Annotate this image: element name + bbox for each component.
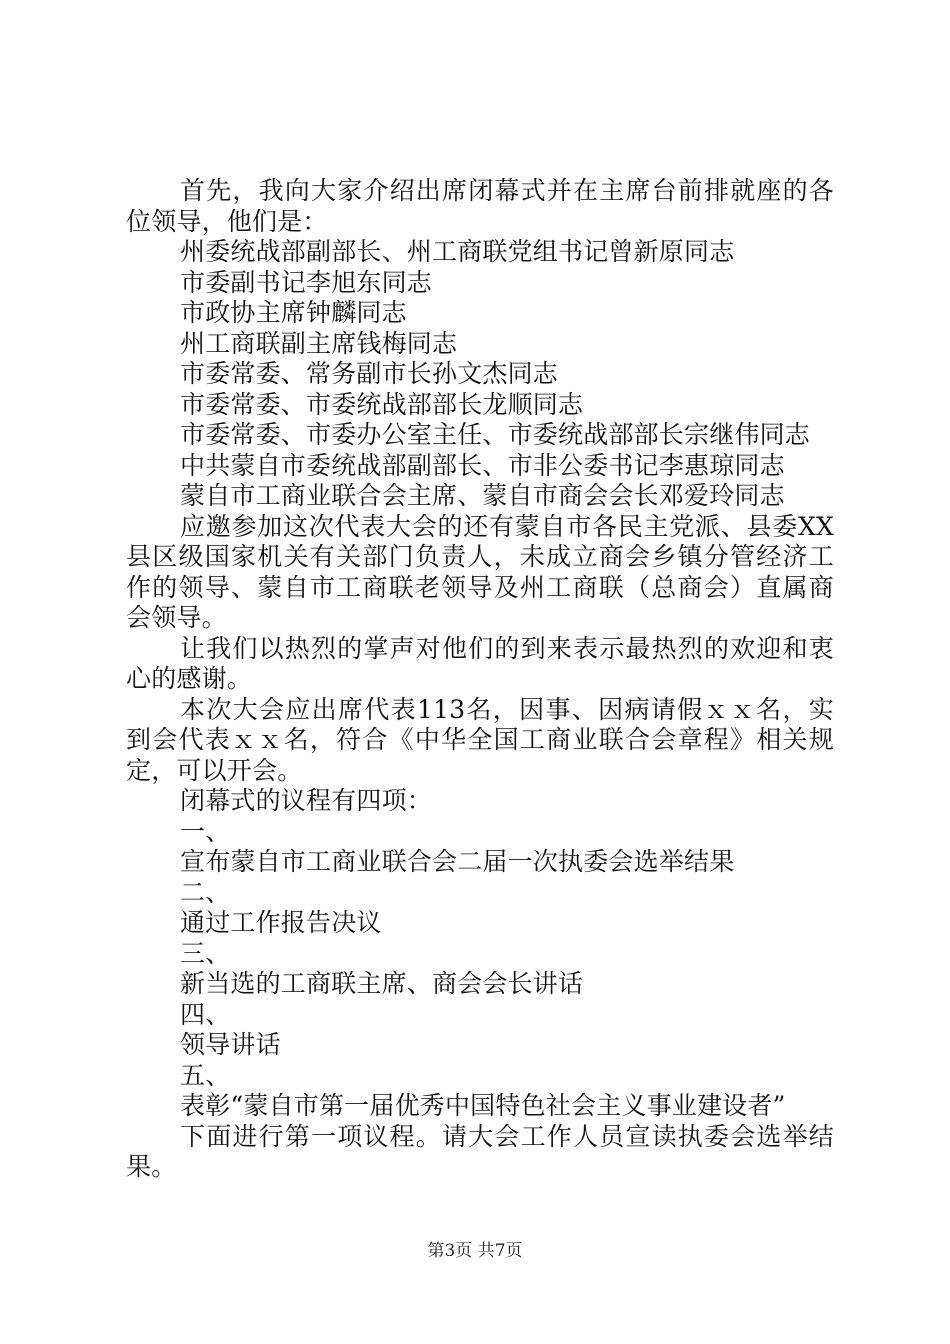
- agenda-number: 三、: [180, 938, 231, 968]
- leader-line: 市委副书记李旭东同志: [180, 267, 433, 297]
- paragraph-line: 本次大会应出席代表113名，因事、因病请假ｘｘ名，实: [180, 694, 834, 724]
- paragraph-line: 位领导，他们是：: [126, 206, 328, 236]
- agenda-item: 表彰“蒙自市第一届优秀中国特色社会主义事业建设者”: [180, 1091, 786, 1120]
- leader-line: 市政协主席钟麟同志: [180, 298, 407, 327]
- agenda-number: 五、: [180, 1060, 231, 1090]
- leader-line: 州委统战部副部长、州工商联党组书记曾新原同志: [180, 237, 735, 266]
- paragraph-line: 首先，我向大家介绍出席闭幕式并在主席台前排就座的各: [180, 176, 834, 205]
- leader-line: 蒙自市工商业联合会主席、蒙自市商会会长邓爱玲同志: [180, 481, 785, 510]
- leader-line: 中共蒙自市委统战部副部长、市非公委书记李惠琼同志: [180, 450, 785, 480]
- leader-line: 市委常委、市委办公室主任、市委统战部部长宗继伟同志: [180, 420, 811, 449]
- paragraph-line: 县区级国家机关有关部门负责人，未成立商会乡镇分管经济工: [126, 542, 834, 571]
- agenda-item: 宣布蒙自市工商业联合会二届一次执委会选举结果: [180, 847, 735, 876]
- agenda-item: 领导讲话: [180, 1030, 281, 1059]
- page-footer: 第3页 共7页: [427, 1241, 523, 1261]
- document-body: [126, 176, 834, 1183]
- paragraph-line: 应邀参加这次代表大会的还有蒙自市各民主党派、县委XX: [180, 511, 834, 541]
- agenda-item: 新当选的工商联主席、商会会长讲话: [180, 969, 584, 998]
- agenda-number: 四、: [180, 999, 231, 1029]
- paragraph-line: 让我们以热烈的掌声对他们的到来表示最热烈的欢迎和衷: [180, 633, 834, 663]
- paragraph-line: 到会代表ｘｘ名，符合《中华全国工商业联合会章程》相关规: [126, 725, 834, 754]
- paragraph-line: 果。: [126, 1152, 177, 1181]
- paragraph-line: 会领导。: [126, 603, 227, 632]
- paragraph-line: 作的领导、蒙自市工商联老领导及州工商联（总商会）直属商: [126, 572, 834, 602]
- paragraph-line: 定，可以开会。: [126, 755, 303, 785]
- leader-line: 市委常委、常务副市长孙文杰同志: [180, 359, 559, 388]
- agenda-number: 一、: [180, 816, 231, 846]
- leader-line: 州工商联副主席钱梅同志: [180, 328, 458, 358]
- leader-line: 市委常委、市委统战部部长龙顺同志: [180, 389, 584, 419]
- agenda-intro: 闭幕式的议程有四项：: [180, 786, 433, 815]
- agenda-number: 二、: [180, 877, 231, 907]
- paragraph-line: 下面进行第一项议程。请大会工作人员宣读执委会选举结: [180, 1121, 834, 1151]
- paragraph-line: 心的感谢。: [126, 664, 253, 693]
- agenda-item: 通过工作报告决议: [180, 908, 382, 937]
